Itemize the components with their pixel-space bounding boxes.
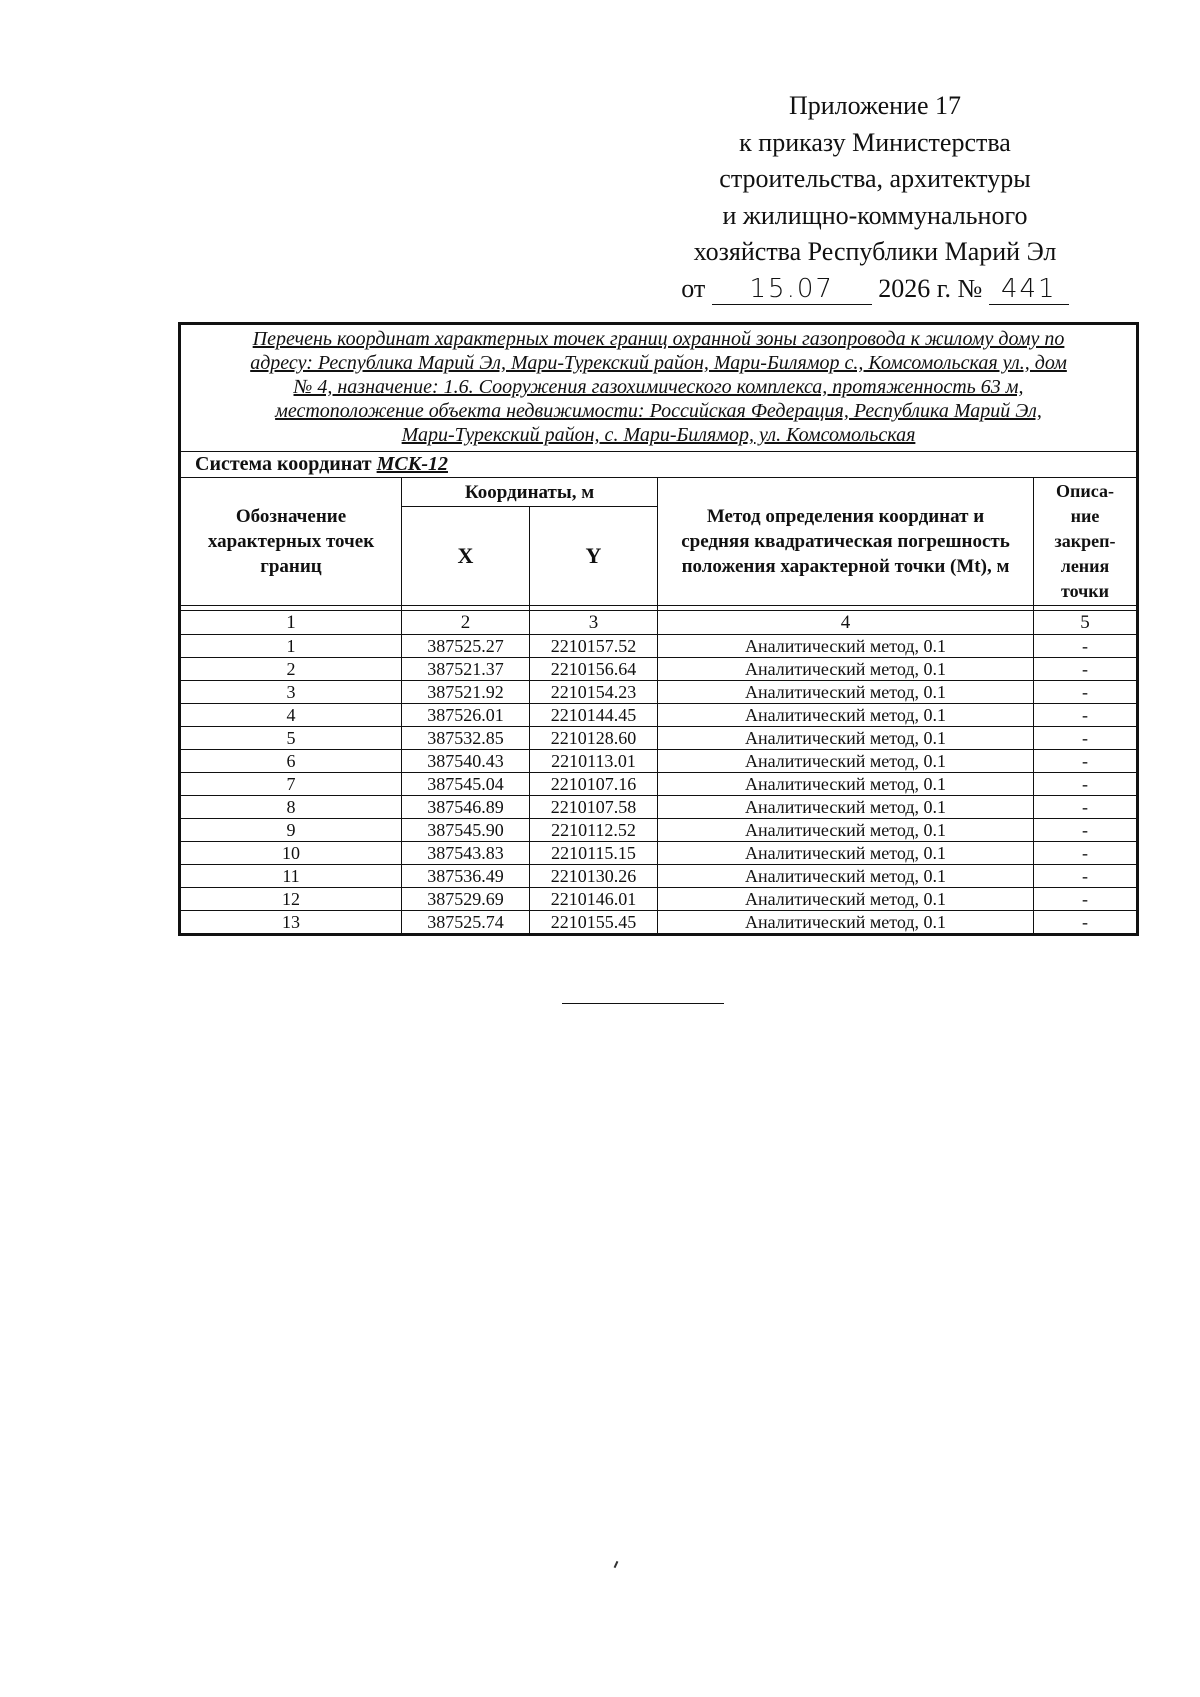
appendix-line: и жилищно-коммунального — [722, 200, 1028, 230]
description-cell: - — [1034, 796, 1138, 819]
description-cell: - — [1034, 750, 1138, 773]
y-cell: 2210107.58 — [530, 796, 658, 819]
appendix-line: к приказу Министерства — [739, 127, 1011, 157]
table-row — [180, 865, 1138, 888]
description-cell: - — [1034, 635, 1138, 658]
column-number: 5 — [1034, 611, 1138, 635]
header-method: Метод определения координат и средняя квадратическая погрешность положения характерной точки (Mt), м — [658, 478, 1034, 606]
y-cell: 2210112.52 — [530, 819, 658, 842]
column-number: 1 — [180, 611, 402, 635]
table-row — [180, 704, 1138, 727]
header-description — [1034, 478, 1138, 606]
coordinates-table — [178, 322, 1139, 936]
table-title — [180, 324, 1138, 452]
y-cell: 2210128.60 — [530, 727, 658, 750]
x-cell: 387525.74 — [402, 911, 530, 935]
y-cell: 2210115.15 — [530, 842, 658, 865]
column-number: 4 — [658, 611, 1034, 635]
x-cell: 387532.85 — [402, 727, 530, 750]
y-cell: 2210156.64 — [530, 658, 658, 681]
header-y: Y — [530, 507, 658, 606]
appendix-header — [640, 88, 1110, 307]
x-cell: 387540.43 — [402, 750, 530, 773]
x-cell: 387543.83 — [402, 842, 530, 865]
point-cell: 5 — [180, 727, 402, 750]
x-cell: 387545.04 — [402, 773, 530, 796]
method-cell: Аналитический метод, 0.1 — [658, 704, 1034, 727]
table-title-line: адресу: Республика Марий Эл, Мари-Турекский район, Мари-Билямор с., Комсомольская ул., дом — [250, 352, 1067, 374]
table-row — [180, 773, 1138, 796]
point-cell: 4 — [180, 704, 402, 727]
method-cell: Аналитический метод, 0.1 — [658, 819, 1034, 842]
x-cell: 387545.90 — [402, 819, 530, 842]
table-title-line: № 4, назначение: 1.6. Сооружения газохимического комплекса, протяженность 63 м, — [293, 376, 1024, 398]
description-cell: - — [1034, 704, 1138, 727]
method-cell: Аналитический метод, 0.1 — [658, 681, 1034, 704]
method-cell: Аналитический метод, 0.1 — [658, 865, 1034, 888]
table-row — [180, 842, 1138, 865]
table-title-line: Мари-Турекский район, с. Мари-Билямор, ул. Комсомольская — [401, 424, 916, 446]
method-cell: Аналитический метод, 0.1 — [658, 750, 1034, 773]
header-point: Обозначение характерных точек границ — [180, 478, 402, 606]
x-cell: 387526.01 — [402, 704, 530, 727]
table-row — [180, 796, 1138, 819]
point-cell: 2 — [180, 658, 402, 681]
date-prefix: от — [681, 273, 706, 303]
point-cell: 10 — [180, 842, 402, 865]
point-cell: 13 — [180, 911, 402, 935]
header-coordinates: Координаты, м — [402, 478, 658, 507]
y-cell: 2210157.52 — [530, 635, 658, 658]
method-cell: Аналитический метод, 0.1 — [658, 888, 1034, 911]
coordinate-system — [180, 452, 1138, 478]
appendix-title: Приложение 17 — [788, 91, 962, 120]
column-numbers-row — [180, 611, 1138, 635]
table-row — [180, 635, 1138, 658]
y-cell: 2210146.01 — [530, 888, 658, 911]
y-cell: 2210107.16 — [530, 773, 658, 796]
y-cell: 2210155.45 — [530, 911, 658, 935]
table-row — [180, 911, 1138, 935]
pen-mark — [614, 1561, 619, 1568]
description-cell: - — [1034, 819, 1138, 842]
table-row — [180, 681, 1138, 704]
description-cell: - — [1034, 658, 1138, 681]
table-row — [180, 819, 1138, 842]
header-description-line: закреп- — [1054, 531, 1116, 551]
point-cell: 7 — [180, 773, 402, 796]
table-row — [180, 750, 1138, 773]
method-cell: Аналитический метод, 0.1 — [658, 773, 1034, 796]
x-cell: 387546.89 — [402, 796, 530, 819]
point-cell: 1 — [180, 635, 402, 658]
coordinate-system-value: МСК-12 — [376, 453, 448, 475]
table-title-line: Перечень координат характерных точек границ охранной зоны газопровода к жилому дому по — [252, 328, 1065, 350]
method-cell: Аналитический метод, 0.1 — [658, 842, 1034, 865]
x-cell: 387529.69 — [402, 888, 530, 911]
header-description-line: ние — [1070, 506, 1100, 526]
handwritten-order-number: 441 — [989, 274, 1069, 305]
point-cell: 9 — [180, 819, 402, 842]
description-cell: - — [1034, 842, 1138, 865]
point-cell: 6 — [180, 750, 402, 773]
x-cell: 387525.27 — [402, 635, 530, 658]
description-cell: - — [1034, 911, 1138, 935]
table-title-line: местоположение объекта недвижимости: Российская Федерация, Республика Марий Эл, — [275, 400, 1042, 422]
handwritten-date: 15.07 — [712, 274, 872, 305]
x-cell: 387536.49 — [402, 865, 530, 888]
end-divider — [562, 1003, 724, 1004]
header-description-line: ления — [1060, 556, 1110, 576]
header-x: X — [402, 507, 530, 606]
x-cell: 387521.92 — [402, 681, 530, 704]
description-cell: - — [1034, 773, 1138, 796]
column-number: 3 — [530, 611, 658, 635]
header-description-line: Описа- — [1056, 481, 1114, 501]
method-cell: Аналитический метод, 0.1 — [658, 796, 1034, 819]
method-cell: Аналитический метод, 0.1 — [658, 727, 1034, 750]
order-date-line — [640, 271, 1110, 308]
table-row — [180, 888, 1138, 911]
method-cell: Аналитический метод, 0.1 — [658, 658, 1034, 681]
coordinate-system-label: Система координат — [195, 453, 372, 475]
y-cell: 2210144.45 — [530, 704, 658, 727]
order-year: 2026 г. № — [878, 273, 983, 303]
point-cell: 3 — [180, 681, 402, 704]
table-row — [180, 658, 1138, 681]
description-cell: - — [1034, 681, 1138, 704]
point-cell: 12 — [180, 888, 402, 911]
description-cell: - — [1034, 888, 1138, 911]
method-cell: Аналитический метод, 0.1 — [658, 635, 1034, 658]
x-cell: 387521.37 — [402, 658, 530, 681]
column-number: 2 — [402, 611, 530, 635]
appendix-line: хозяйства Республики Марий Эл — [693, 237, 1057, 266]
method-cell: Аналитический метод, 0.1 — [658, 911, 1034, 935]
y-cell: 2210130.26 — [530, 865, 658, 888]
y-cell: 2210113.01 — [530, 750, 658, 773]
description-cell: - — [1034, 727, 1138, 750]
table-row — [180, 727, 1138, 750]
point-cell: 11 — [180, 865, 402, 888]
description-cell: - — [1034, 865, 1138, 888]
appendix-line: строительства, архитектуры — [719, 164, 1031, 193]
y-cell: 2210154.23 — [530, 681, 658, 704]
point-cell: 8 — [180, 796, 402, 819]
header-description-line: точки — [1060, 581, 1110, 601]
